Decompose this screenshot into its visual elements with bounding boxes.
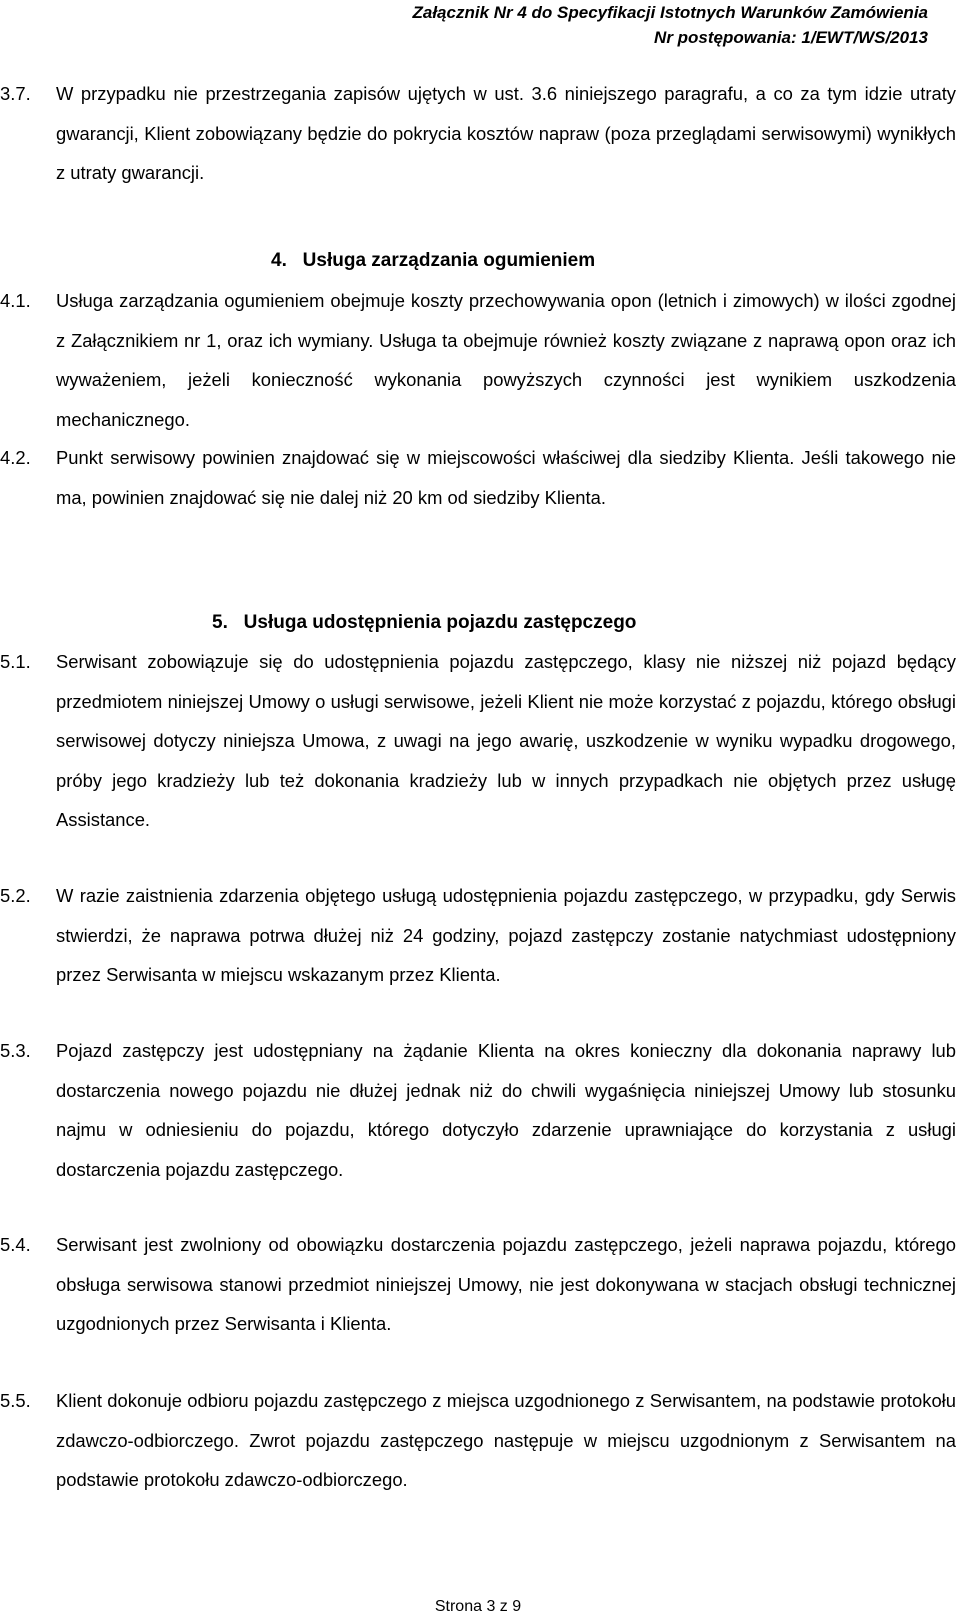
paragraph-number: 4.2.: [0, 447, 31, 468]
section-heading-4: 4. Usługa zarządzania ogumieniem: [271, 250, 596, 271]
paragraph-number: 3.7.: [0, 83, 31, 104]
paragraph-3-7: [0, 74, 957, 193]
paragraph-text: W razie zaistnienia zdarzenia objętego usługą udostępnienia pojazdu zastępczego, w przypadku, gdy Serwis stwierdzi, że naprawa potrwa dłużej niż 24 godziny, pojazd zastępczy zostanie natychmiast udostępniony przez Serwisanta w miejscu wskazanym przez Klienta.: [56, 885, 956, 986]
paragraph-number: 5.5.: [0, 1390, 31, 1411]
paragraph-text: Serwisant jest zwolniony od obowiązku dostarczenia pojazdu zastępczego, jeżeli naprawa pojazdu, którego obsługa serwisowa stanowi przedmiot niniejszej Umowy, nie jest dokonywana w stacjach obsługi technicznej uzgodnionych przez Serwisanta i Klienta.: [56, 1234, 956, 1335]
paragraph-number: 5.2.: [0, 885, 31, 906]
paragraph-number: 5.1.: [0, 651, 31, 672]
paragraph-text: W przypadku nie przestrzegania zapisów ujętych w ust. 3.6 niniejszego paragrafu, a co za tym idzie utraty gwarancji, Klient zobowiązany będzie do pokrycia kosztów napraw (poza przeglądami serwisowymi) wynikłych z utraty gwarancji.: [56, 83, 956, 184]
paragraph-5-3: [0, 1031, 957, 1189]
paragraph-5-4: [0, 1225, 957, 1344]
paragraph-text: Usługa zarządzania ogumieniem obejmuje koszty przechowywania opon (letnich i zimowych) w ilości zgodnej z Załącznikiem nr 1, oraz ich wymiany. Usługa ta obejmuje również koszty związane z naprawą opon oraz ich wyważeniem, jeżeli konieczność wykonania powyższych czynności jest wynikiem uszkodzenia mechanicznego.: [56, 290, 956, 430]
paragraph-number: 5.4.: [0, 1234, 31, 1255]
paragraph-text: Pojazd zastępczy jest udostępniany na żądanie Klienta na okres konieczny dla dokonania naprawy lub dostarczenia nowego pojazdu nie dłużej jednak niż do chwili wygaśnięcia niniejszej Umowy lub stosunku najmu w odniesieniu do pojazdu, którego dotyczyło zdarzenie uprawniające do korzystania z usługi dostarczenia pojazdu zastępczego.: [56, 1040, 956, 1180]
paragraph-4-2: [0, 438, 957, 517]
paragraph-text: Serwisant zobowiązuje się do udostępnienia pojazdu zastępczego, klasy nie niższej niż pojazd będący przedmiotem niniejszej Umowy o usługi serwisowe, jeżeli Klient nie może korzystać z pojazdu, którego obsługi serwisowej dotyczy niniejsza Umowa, z uwagi na jego awarię, uszkodzenie w wyniku wypadku drogowego, próby jego kradzieży lub też dokonania kradzieży lub w innych przypadkach nie objętych przez usługę Assistance.: [56, 651, 956, 831]
paragraph-4-1: [0, 281, 957, 439]
paragraph-text: Punkt serwisowy powinien znajdować się w miejscowości właściwej dla siedziby Klienta. Jeśli takowego nie ma, powinien znajdować się nie dalej niż 20 km od siedziby Klienta.: [56, 447, 956, 508]
paragraph-5-1: [0, 642, 957, 840]
document-header: [413, 0, 929, 50]
paragraph-number: 5.3.: [0, 1040, 31, 1061]
page-number: Strona 3 z 9: [434, 1598, 522, 1615]
paragraph-5-5: [0, 1381, 957, 1500]
paragraph-number: 4.1.: [0, 290, 31, 311]
header-title: Załącznik Nr 4 do Specyfikacji Istotnych Warunków Zamówienia: [412, 3, 928, 22]
header-procedure-number: Nr postępowania: 1/EWT/WS/2013: [654, 28, 928, 47]
section-heading-5: 5. Usługa udostępnienia pojazdu zastępczego: [212, 612, 637, 633]
paragraph-5-2: [0, 876, 957, 995]
paragraph-text: Klient dokonuje odbioru pojazdu zastępczego z miejsca uzgodnionego z Serwisantem, na podstawie protokołu zdawczo-odbiorczego. Zwrot pojazdu zastępczego następuje w miejscu uzgodnionym z Serwisantem na podstawie protokołu zdawczo-odbiorczego.: [56, 1390, 956, 1491]
